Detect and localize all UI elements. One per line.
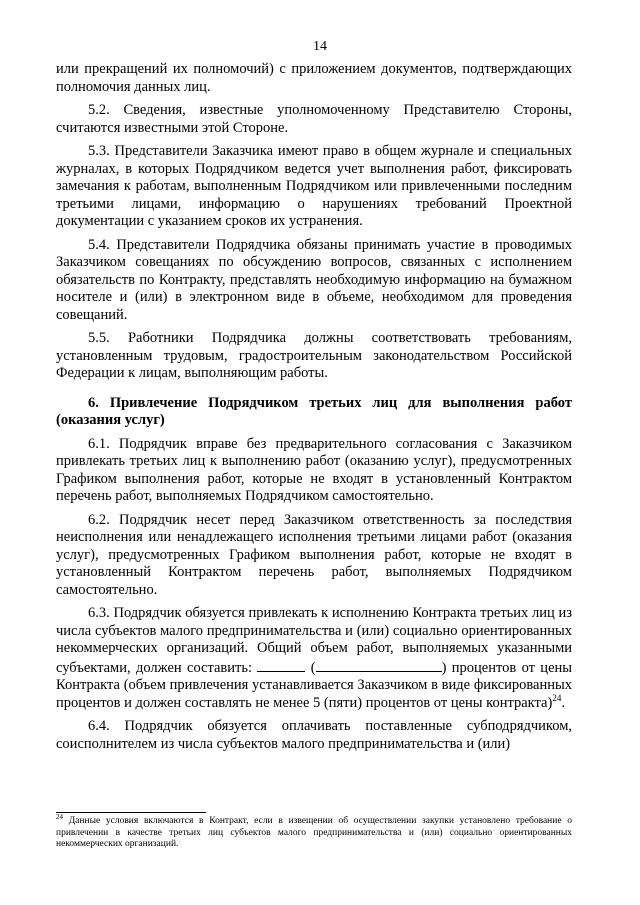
footnote-text: Данные условия включаются в Контракт, если в извещении об осуществлении закупки установлено требование о привлечении в качестве третьих лиц субъектов малого предпринимательства и (или) социально ориентированных некоммерческих организаций.	[56, 816, 573, 849]
paragraph-6-3-end: .	[561, 694, 565, 711]
section-6-heading: 6. Привлечение Подрядчиком третьих лиц для выполнения работ (оказания услуг)	[56, 394, 572, 428]
fill-in-blank	[257, 658, 305, 672]
paragraph-5-5: 5.5. Работники Подрядчика должны соответствовать требованиям, установленным трудовым, градостроительным законодательством Российской Федерации к лицам, выполняющим работы.	[56, 330, 572, 381]
paragraph-5-2: 5.2. Сведения, известные уполномоченному Представителю Стороны, считаются известными этой Стороне.	[56, 102, 572, 136]
footnote-number: 24	[56, 812, 63, 821]
footnote-reference: 24	[552, 692, 562, 703]
paragraph-continuation: или прекращений их полномочий) с приложением документов, подтверждающих полномочия данных лиц.	[56, 61, 572, 95]
paragraph-5-3: 5.3. Представители Заказчика имеют право в общем журнале и специальных журналах, в которых Подрядчиком ведется учет выполнения работ, фиксировать замечания к работам, выполненным Подрядчиком или привлеченными последним третьими лицами, информацию о нарушениях требований Проектной документации с указанием сроков их устранения.	[56, 143, 572, 229]
paragraph-6-3-part-b: процентов от цены Контракта (объем привлечения устанавливается Заказчиком в виде фиксированных процентов и должен составлять не менее 5 (пяти) процентов от цены контракта)	[56, 659, 573, 711]
paragraph-5-4: 5.4. Представители Подрядчика обязаны принимать участие в проводимых Заказчиком совещаниях по обсуждению вопросов, связанных с исполнением обязательств по Контракту, представлять необходимую информацию на бумажном носителе и (или) в электронном виде в объеме, необходимом для проведения совещаний.	[56, 236, 572, 323]
footnote-divider	[56, 812, 206, 813]
paragraph-6-4: 6.4. Подрядчик обязуется оплачивать поставленные субподрядчиком, соисполнителем из числа субъектов малого предпринимательства и (или)	[56, 718, 572, 752]
paragraph-6-3-part-a: 6.3. Подрядчик обязуется привлекать к исполнению Контракта третьих лиц из числа субъектов малого предпринимательства и (или) социально ориентированных некоммерческих организаций. Общий объем работ, выполняемых указанными субъектами, должен составить:	[56, 605, 572, 676]
document-body	[56, 61, 572, 759]
fill-in-blank-percent	[316, 658, 442, 672]
footnote	[56, 812, 573, 851]
paragraph-6-1: 6.1. Подрядчик вправе без предварительного согласования с Заказчиком привлекать третьих лиц к выполнению работ (оказанию услуг), предусмотренных Графиком выполнения работ, которые не входят в установленный Контрактом перечень работ, выполняемых Подрядчиком самостоятельно.	[56, 435, 572, 504]
page-number: 14	[313, 39, 327, 54]
paragraph-6-3: 6.3. Подрядчик обязуется привлекать к исполнению Контракта третьих лиц из числа субъектов малого предпринимательства и (или) социально ориентированных некоммерческих организаций. Общий объем работ, выполняемых указанными субъектами, должен составить: ( ) процентов от цены Контракта (объем привлечения устанавливается Заказчиком в виде фиксированных процентов и должен составлять не менее 5 (пяти) процентов от цены контракта)$^{24}$.	[56, 605, 573, 711]
paragraph-6-2: 6.2. Подрядчик несет перед Заказчиком ответственность за последствия неисполнения или ненадлежащего исполнения третьими лицами работ (оказания услуг), предусмотренных Графиком выполнения работ, которые не входят в установленный Контрактом перечень работ, выполняемых Подрядчиком самостоятельно.	[56, 511, 572, 598]
